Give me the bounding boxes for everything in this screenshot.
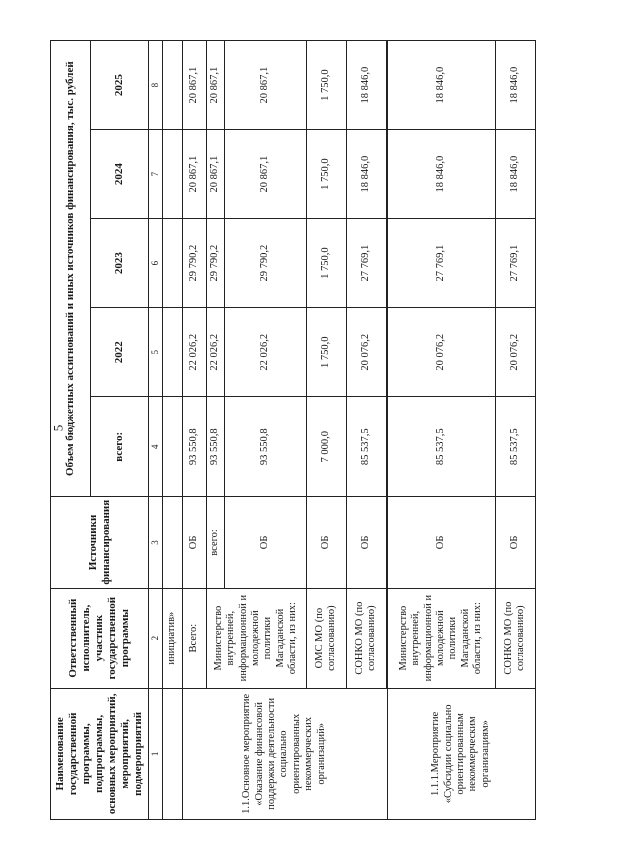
table-cell <box>162 688 182 819</box>
value-2023: 29 790,2 <box>224 219 306 308</box>
row-executor: Министерство внутренней, информационной и молодежной политики Магаданской области, из них: <box>387 588 495 688</box>
value-2024: 18 846,0 <box>346 130 386 219</box>
value-total: 93 550,8 <box>206 397 224 497</box>
main-event-name: 1.1.Основное мероприятие «Оказание финансовой поддержки деятельности социально ориентированных некоммерческих организаций» <box>182 688 387 819</box>
row-source: ОБ <box>306 497 346 588</box>
value-2024: 18 846,0 <box>387 130 495 219</box>
value-2024: 1 750,0 <box>306 130 346 219</box>
header-funding: Объем бюджетных ассигнований и иных источников финансирования, тыс. рублей <box>51 41 91 497</box>
value-2025: 20 867,1 <box>182 41 206 130</box>
header-year-2025: 2025 <box>91 41 149 130</box>
row-executor: ОМС МО (по согласованию) <box>306 588 346 688</box>
value-2022: 22 026,2 <box>182 308 206 397</box>
row-source: ОБ <box>495 497 535 588</box>
value-2025: 1 750,0 <box>306 41 346 130</box>
header-year-2024: 2024 <box>91 130 149 219</box>
value-2024: 20 867,1 <box>206 130 224 219</box>
table-row <box>182 41 206 820</box>
row-source: всего: <box>206 497 224 588</box>
value-2025: 20 867,1 <box>206 41 224 130</box>
header-year-2023: 2023 <box>91 219 149 308</box>
value-2023: 29 790,2 <box>206 219 224 308</box>
row-executor: СОНКО МО (по согласованию) <box>346 588 386 688</box>
header-total: всего: <box>91 397 149 497</box>
row-source: ОБ <box>346 497 386 588</box>
value-2022: 20 076,2 <box>495 308 535 397</box>
value-2025: 18 846,0 <box>346 41 386 130</box>
value-total: 85 537,5 <box>495 397 535 497</box>
value-2022: 22 026,2 <box>206 308 224 397</box>
value-2022: 20 076,2 <box>346 308 386 397</box>
funding-table <box>50 40 536 820</box>
value-total: 93 550,8 <box>224 397 306 497</box>
rotated-table-container <box>50 40 630 820</box>
continued-text: инициатив» <box>162 588 182 688</box>
value-2022: 1 750,0 <box>306 308 346 397</box>
header-year-2022: 2022 <box>91 308 149 397</box>
value-2025: 20 867,1 <box>224 41 306 130</box>
value-2024: 20 867,1 <box>224 130 306 219</box>
value-2025: 18 846,0 <box>387 41 495 130</box>
col-number: 2 <box>149 588 163 688</box>
table-cell <box>162 41 182 130</box>
value-total: 7 000,0 <box>306 397 346 497</box>
value-2024: 20 867,1 <box>182 130 206 219</box>
row-source: ОБ <box>182 497 206 588</box>
table-cell <box>162 497 182 588</box>
col-number: 5 <box>149 308 163 397</box>
value-2023: 27 769,1 <box>495 219 535 308</box>
value-2022: 22 026,2 <box>224 308 306 397</box>
value-2023: 1 750,0 <box>306 219 346 308</box>
value-total: 85 537,5 <box>346 397 386 497</box>
col-number: 4 <box>149 397 163 497</box>
sub-event-name: 1.1.1.Мероприятие «Субсидии социально ориентированным некоммерческим организациям» <box>387 688 535 819</box>
value-total: 93 550,8 <box>182 397 206 497</box>
col-number: 3 <box>149 497 163 588</box>
value-2023: 29 790,2 <box>182 219 206 308</box>
col-number: 7 <box>149 130 163 219</box>
value-2025: 18 846,0 <box>495 41 535 130</box>
value-2023: 27 769,1 <box>346 219 386 308</box>
header-name: Наименование государственной программы, подпрограммы, основных мероприятий, мероприятий, подмероприятий <box>51 688 149 819</box>
table-cell <box>162 130 182 219</box>
col-number: 1 <box>149 688 163 819</box>
table-cell <box>162 219 182 308</box>
header-source: Источники финансирования <box>51 497 149 588</box>
value-total: 85 537,5 <box>387 397 495 497</box>
page-number: 5 <box>50 424 66 432</box>
col-number: 8 <box>149 41 163 130</box>
header-executor: Ответственный исполнитель, участник государственной программы <box>51 588 149 688</box>
value-2022: 20 076,2 <box>387 308 495 397</box>
col-number: 6 <box>149 219 163 308</box>
row-source: ОБ <box>387 497 495 588</box>
row-source: ОБ <box>224 497 306 588</box>
row-executor: Всего: <box>182 588 206 688</box>
value-2023: 27 769,1 <box>387 219 495 308</box>
table-cell <box>162 308 182 397</box>
table-row <box>387 41 495 820</box>
row-executor: СОНКО МО (по согласованию) <box>495 588 535 688</box>
value-2024: 18 846,0 <box>495 130 535 219</box>
table-cell <box>162 397 182 497</box>
row-executor: Министерство внутренней, информационной и молодежной политики Магаданской области, из них: <box>206 588 306 688</box>
